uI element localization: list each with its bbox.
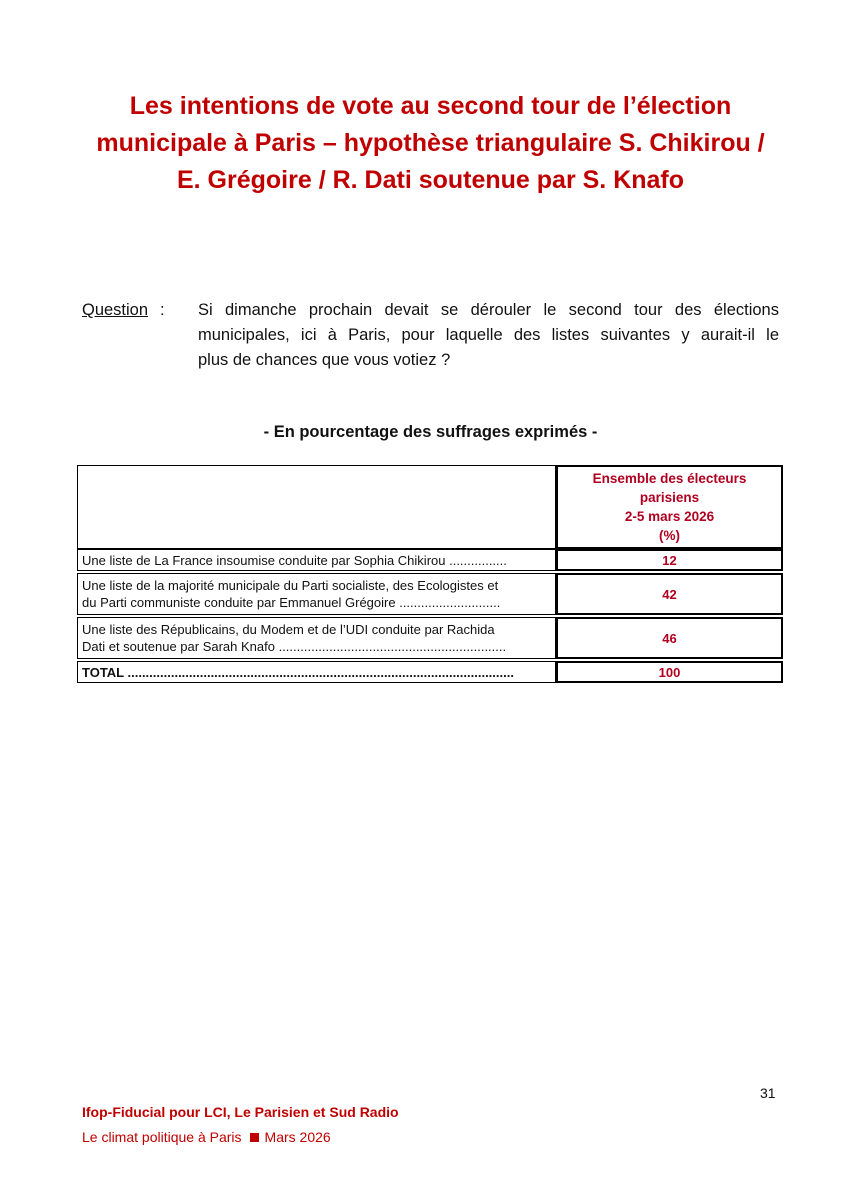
row-3-value: 46: [556, 617, 783, 659]
table-row-label: [77, 661, 556, 683]
footer-study: [82, 1129, 331, 1145]
header-empty-cell: [77, 465, 556, 549]
header-line-4: (%): [658, 528, 680, 543]
row-3-label-line-1: Une liste des Républicains, du Modem et de l’UDI conduite par Rachida: [82, 622, 495, 637]
page-title: [80, 88, 781, 199]
footer-study-title: Le climat politique à Paris: [82, 1129, 242, 1145]
row-2-value: 42: [556, 573, 783, 615]
footer-date: Mars 2026: [264, 1129, 331, 1145]
header-line-1: Ensemble des électeurs: [592, 471, 747, 486]
table-subtitle: - En pourcentage des suffrages exprimés -: [263, 423, 598, 441]
question-line-1: Si dimanche prochain devait se dérouler le second tour des élections: [198, 301, 779, 319]
row-1-label: Une liste de La France insoumise conduite par Sophia Chikirou ................: [82, 552, 507, 568]
title-line-1: Les intentions de vote au second tour de l’élection: [129, 92, 732, 120]
row-1-value: 12: [556, 549, 783, 571]
question-line-2: municipales, ici à Paris, pour laquelle des listes suivantes y aurait-il le: [198, 326, 779, 344]
header-column-cell: [556, 465, 783, 549]
table-row-label: [77, 549, 556, 571]
total-label: TOTAL ...........................................................................................................: [82, 664, 514, 680]
question-label: Question: [82, 301, 149, 319]
header-line-2: parisiens: [639, 490, 700, 505]
question-line-3: plus de chances que vous votiez ?: [198, 351, 451, 369]
table-row-label: [77, 617, 556, 659]
row-3-label-line-2: Dati et soutenue par Sarah Knafo ...............................................................: [82, 639, 507, 654]
title-line-3: E. Grégoire / R. Dati soutenue par S. Knafo: [176, 166, 685, 194]
square-bullet-icon: [250, 1133, 259, 1142]
row-2-label-line-1: Une liste de la majorité municipale du Parti socialiste, des Ecologistes et: [82, 578, 499, 593]
row-2-label-line-2: du Parti communiste conduite par Emmanuel Grégoire ............................: [82, 595, 501, 610]
table-row-label: [77, 573, 556, 615]
footer-source: Ifop-Fiducial pour LCI, Le Parisien et Sud Radio: [82, 1104, 399, 1120]
question-colon: :: [160, 301, 165, 319]
header-line-3: 2-5 mars 2026: [624, 509, 715, 524]
question-text: [198, 298, 779, 373]
page-number: 31: [760, 1085, 776, 1101]
total-value: 100: [556, 661, 783, 683]
results-table: [77, 465, 783, 686]
title-line-2: municipale à Paris – hypothèse triangulaire S. Chikirou /: [96, 129, 765, 157]
